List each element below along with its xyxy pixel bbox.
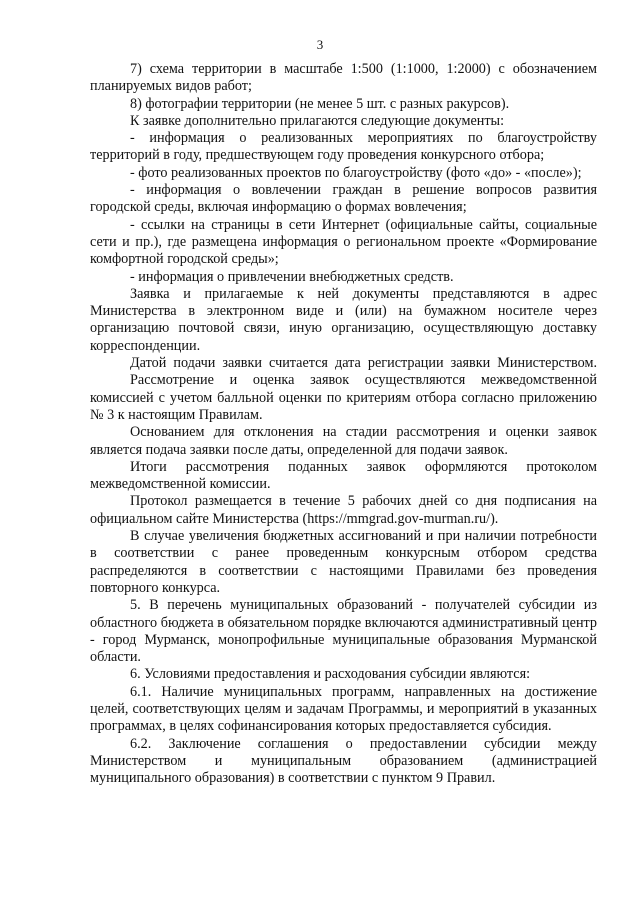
paragraph-submission-method: Заявка и прилагаемые к ней документы представляются в адрес Министерства в электронном виде и (или) на бумажном носителе через организацию почтовой связи, иную организацию, осуществляющую доставку корреспонденции. xyxy=(90,285,597,354)
paragraph-section-6-1: 6.1. Наличие муниципальных программ, направленных на достижение целей, соответствующих целям и задачам Программы, и мероприятий в указанных программах, в целях софинансирования которых предоставляется субсидия. xyxy=(90,683,597,735)
paragraph-additional-documents: К заявке дополнительно прилагаются следующие документы: xyxy=(130,112,505,129)
paragraph-info-implemented-measures: - информация о реализованных мероприятиях по благоустройству территорий в году, предшествующем году проведения конкурсного отбора; xyxy=(90,130,597,164)
paragraph-item-7-scheme: 7) схема территории в масштабе 1:500 (1:1000, 1:2000) с обозначением планируемых видов работ; xyxy=(90,61,597,95)
paragraph-internet-links: - ссылки на страницы в сети Интернет (официальные сайты, социальные сети и пр.), где размещена информация о региональном проекте «Формирование комфортной городской среды»; xyxy=(90,216,597,268)
paragraph-section-5-recipients: 5. В перечень муниципальных образований - получателей субсидии из областного бюджета в обязательном порядке включаются административный центр - город Мурманск, монопрофильные муниципальные образования Мурманской области. xyxy=(90,597,597,666)
paragraph-citizen-involvement: - информация о вовлечении граждан в решение вопросов развития городской среды, включая информацию о формах вовлечения; xyxy=(90,182,597,216)
document-body xyxy=(90,61,597,787)
paragraph-item-8-photos: 8) фотографии территории (не менее 5 шт. с разных ракурсов). xyxy=(130,95,510,112)
paragraph-extrabudgetary-funds: - информация о привлечении внебюджетных средств. xyxy=(130,268,454,285)
paragraph-submission-date: Датой подачи заявки считается дата регистрации заявки Министерством. xyxy=(130,355,597,372)
paragraph-review-commission: Рассмотрение и оценка заявок осуществляются межведомственной комиссией с учетом балльной оценки по критериям отбора согласно приложению № 3 к настоящим Правилам. xyxy=(90,372,597,423)
paragraph-rejection-grounds: Основанием для отклонения на стадии рассмотрения и оценки заявок является подача заявки после даты, определенной для подачи заявок. xyxy=(90,424,597,458)
paragraph-section-6-conditions: 6. Условиями предоставления и расходования субсидии являются: xyxy=(130,666,531,683)
paragraph-review-results: Итоги рассмотрения поданных заявок оформляются протоколом межведомственной комиссии. xyxy=(90,458,597,493)
paragraph-photo-projects: - фото реализованных проектов по благоустройству (фото «до» - «после»); xyxy=(130,164,582,181)
paragraph-budget-increase: В случае увеличения бюджетных ассигнований и при наличии потребности в соответствии с ранее проведенным конкурсным отбором средства распределяются в соответствии с настоящими Правилами без проведения повторного конкурса. xyxy=(90,528,597,596)
paragraph-protocol-publication: Протокол размещается в течение 5 рабочих дней со дня подписания на официальном сайте Министерства (https://mmgrad.gov-murman.ru/). xyxy=(90,493,597,527)
paragraph-section-6-2: 6.2. Заключение соглашения о предоставлении субсидии между Министерством и муниципальным образованием (администрацией муниципального образования) в соответствии с пунктом 9 Правил. xyxy=(90,735,597,787)
page-number: 3 xyxy=(316,37,324,52)
